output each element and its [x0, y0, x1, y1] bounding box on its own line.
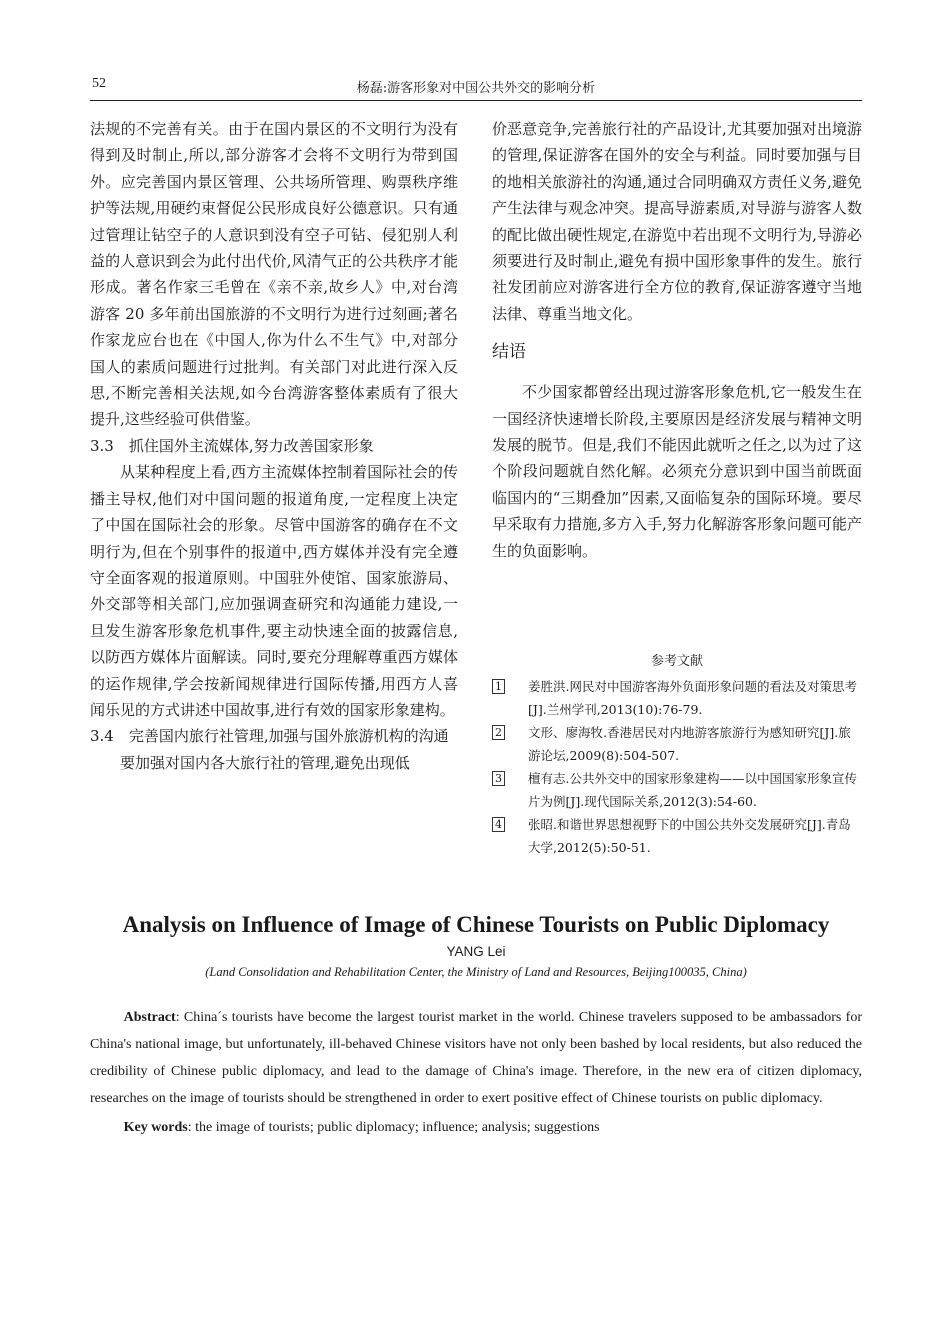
paragraph: 价恶意竞争,完善旅行社的产品设计,尤其要加强对出境游的管理,保证游客在国外的安全与利益。同时要加强与目的地相关旅游社的沟通,通过合同明确双方责任义务,避免产生法律与观念冲突。提高导游素质,对导游与游客人数的配比做出硬性规定,在游览中若出现不文明行为,导游必须要进行及时制止,避免有损中国形象事件的发生。旅行社发团前应对游客进行全方位的教育,保证游客遵守当地法律、尊重当地文化。 [492, 120, 862, 323]
reference-item [492, 767, 862, 813]
paragraph: 法规的不完善有关。由于在国内景区的不文明行为没有得到及时制止,所以,部分游客才会将不文明行为带到国外。应完善国内景区管理、公共场所管理、购票秩序维护等法规,用硬约束督促公民形成良好公德意识。只有通过管理让钻空子的人意识到没有空子可钻、侵犯别人利益的人意识到会为此付出代价,风清气正的公共秩序才能形成。著名作家三毛曾在《亲不亲,故乡人》中,对台湾游客 20 多年前出国旅游的不文明行为进行过刻画;著名作家龙应台也在《中国人,你为什么不生气》中,对部分国人的素质问题进行过批判。有关部门对此进行深入反思,不断完善相关法规,如今台湾游客整体素质有了很大提升,这些经验可供借鉴。 [90, 120, 458, 429]
reference-text: 姜胜洪.网民对中国游客海外负面形象问题的看法及对策思考[J].兰州学刊,2013(10):76-79. [528, 679, 857, 717]
page-number: 52 [92, 76, 106, 91]
english-abstract-block [90, 912, 862, 1141]
reference-number: 3 [492, 771, 505, 786]
paragraph: 要加强对国内各大旅行社的管理,避免出现低 [120, 753, 410, 772]
reference-text: 文形、廖海牧.香港居民对内地游客旅游行为感知研究[J].旅游论坛,2009(8):504-507. [528, 725, 851, 763]
english-author: YANG Lei [446, 944, 506, 959]
right-column [492, 116, 862, 564]
reference-item [492, 721, 862, 767]
running-header [90, 76, 862, 101]
reference-text: 檀有志.公共外交中的国家形象建构——以中国国家形象宣传片为例[J].现代国际关系,2012(3):54-60. [528, 771, 857, 809]
reference-number: 1 [492, 679, 505, 694]
references-title: 参考文献 [650, 654, 703, 669]
reference-number: 2 [492, 725, 505, 740]
references [492, 650, 862, 859]
keywords-text: : the image of tourists; public diplomacy; influence; analysis; suggestions [187, 1120, 600, 1135]
paragraph: 不少国家都曾经出现过游客形象危机,它一般发生在一国经济快速增长阶段,主要原因是经济发展与精神文明发展的脱节。但是,我们不能因此就听之任之,以为过了这个阶段问题就自然化解。必须充分意识到中国当前既面临国内的“三期叠加”因素,又面临复杂的国际环境。要尽早采取有力措施,多方入手,努力化解游客形象问题可能产生的负面影响。 [492, 383, 862, 560]
reference-item [492, 813, 862, 859]
left-column [90, 116, 458, 776]
keywords-label: Key words [123, 1120, 188, 1135]
conclusion-heading: 结语 [492, 342, 526, 363]
english-affiliation: (Land Consolidation and Rehabilitation Center, the Ministry of Land and Resources, Beijing100035, China) [205, 965, 747, 979]
keywords [90, 1114, 862, 1141]
abstract-label: Abstract [123, 1010, 176, 1025]
abstract [90, 1004, 862, 1112]
section-heading-3-3: 3.3 抓住国外主流媒体,努力改善国家形象 [90, 436, 374, 455]
english-title: Analysis on Influence of Image of Chinese Tourists on Public Diplomacy [122, 912, 830, 937]
running-title: 杨磊:游客形象对中国公共外交的影响分析 [356, 81, 596, 96]
reference-item [492, 675, 862, 721]
abstract-text: : China´s tourists have become the largest tourist market in the world. Chinese travelers supposed to be ambassadors for China's national image, but unfortunately, ill-behaved Chinese visitors have not only been bashed by local residents, but also reduced the credibility of Chinese public diplomacy, and lead to the damage of China's image. Therefore, in the new era of citizen diplomacy, researches on the image of tourists should be strengthened in order to exert positive effect of Chinese tourists on public diplomacy. [90, 1010, 862, 1106]
paragraph: 从某种程度上看,西方主流媒体控制着国际社会的传播主导权,他们对中国问题的报道角度,一定程度上决定了中国在国际社会的形象。尽管中国游客的确存在不文明行为,但在个别事件的报道中,西方媒体并没有完全遵守全面客观的报道原则。中国驻外使馆、国家旅游局、外交部等相关部门,应加强调查研究和沟通能力建设,一旦发生游客形象危机事件,要主动快速全面的披露信息,以防西方媒体片面解读。同时,要充分理解尊重西方媒体的运作规律,学会按新闻规律进行国际传播,用西方人喜闻乐见的方式讲述中国故事,进行有效的国家形象建构。 [90, 463, 458, 719]
section-heading-3-4: 3.4 完善国内旅行社管理,加强与国外旅游机构的沟通 [90, 727, 449, 746]
reference-text: 张昭.和谐世界思想视野下的中国公共外交发展研究[J].青岛大学,2012(5):50-51. [528, 817, 851, 855]
reference-number: 4 [492, 817, 505, 832]
